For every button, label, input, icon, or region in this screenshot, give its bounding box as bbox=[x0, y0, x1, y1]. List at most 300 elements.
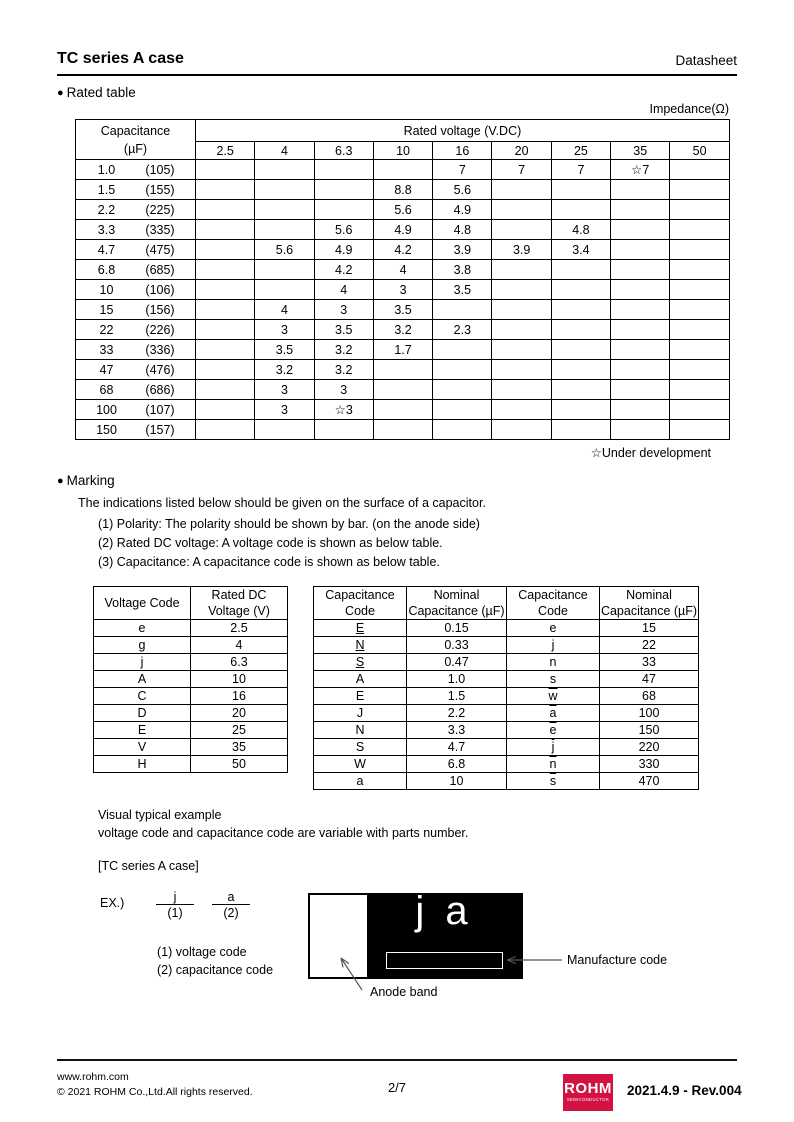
impedance-cell bbox=[611, 200, 670, 220]
marking-item-voltage: (2) Rated DC voltage: A voltage code is shown as below table. bbox=[98, 536, 443, 550]
capacitance-cell bbox=[76, 220, 196, 240]
capacitance-code: (106) bbox=[145, 282, 175, 297]
impedance-cell bbox=[670, 200, 730, 220]
marking-code-text: j a bbox=[415, 889, 473, 933]
impedance-cell: 3 bbox=[255, 380, 314, 400]
impedance-cell: 3.5 bbox=[314, 320, 373, 340]
capacitance-code: (105) bbox=[145, 162, 175, 177]
impedance-cell: 3.5 bbox=[255, 340, 314, 360]
voltage-code-cell: V bbox=[94, 739, 191, 756]
impedance-cell bbox=[670, 240, 730, 260]
nominal-capacitance-cell: 2.2 bbox=[407, 705, 507, 722]
rated-row-68 bbox=[76, 380, 730, 400]
impedance-cell bbox=[670, 280, 730, 300]
voltage-table-header-row bbox=[94, 587, 288, 620]
voltage-code-example: j bbox=[156, 890, 194, 905]
capacitance-code-table bbox=[313, 586, 699, 790]
capacitance-code-cell: $\overline{w}$ bbox=[507, 688, 600, 705]
nominal-capacitance-cell: 1.0 bbox=[407, 671, 507, 688]
capacitance-code-cell: N bbox=[314, 637, 407, 654]
capacitance-code: (686) bbox=[145, 382, 175, 397]
rated-row-10 bbox=[76, 280, 730, 300]
impedance-cell bbox=[196, 220, 255, 240]
capacitor-body bbox=[367, 889, 521, 977]
impedance-cell bbox=[611, 380, 670, 400]
capacitance-value: 4.7 bbox=[97, 242, 116, 257]
capacitance-code-cell: N bbox=[314, 722, 407, 739]
impedance-cell bbox=[611, 300, 670, 320]
capacitance-code-cell: $\overline{n}$ bbox=[507, 756, 600, 773]
nominal-capacitance-cell: 15 bbox=[600, 620, 699, 637]
capacitance-cell bbox=[76, 360, 196, 380]
impedance-cell bbox=[611, 280, 670, 300]
capacitance-code-cell: j bbox=[507, 637, 600, 654]
doc-type-label: Datasheet bbox=[675, 53, 737, 68]
nominal-capacitance-cell: 6.8 bbox=[407, 756, 507, 773]
nominal-capacitance-header: Nominal Capacitance (µF) bbox=[408, 588, 505, 618]
capacitance-value: 10 bbox=[99, 282, 114, 297]
impedance-cell: ☆3 bbox=[314, 400, 373, 420]
impedance-cell: 4.8 bbox=[551, 220, 610, 240]
capacitance-cell bbox=[76, 160, 196, 180]
rohm-logo bbox=[563, 1074, 613, 1111]
impedance-cell bbox=[611, 400, 670, 420]
voltage-column-header: 35 bbox=[611, 142, 670, 160]
capacitance-code: (475) bbox=[145, 242, 175, 257]
nominal-capacitance-cell: 22 bbox=[600, 637, 699, 654]
impedance-cell bbox=[196, 260, 255, 280]
nominal-capacitance-cell: 47 bbox=[600, 671, 699, 688]
voltage-value-cell: 2.5 bbox=[191, 620, 288, 637]
nominal-capacitance-cell: 0.47 bbox=[407, 654, 507, 671]
impedance-cell bbox=[492, 300, 551, 320]
impedance-cell bbox=[196, 380, 255, 400]
impedance-cell bbox=[611, 360, 670, 380]
impedance-cell: 4 bbox=[314, 280, 373, 300]
capacitance-cell bbox=[76, 400, 196, 420]
nominal-capacitance-cell: 4.7 bbox=[407, 739, 507, 756]
capacitance-code-cell: e bbox=[507, 620, 600, 637]
impedance-cell bbox=[670, 380, 730, 400]
voltage-code-row-E bbox=[94, 722, 288, 739]
voltage-code-cell: A bbox=[94, 671, 191, 688]
impedance-cell bbox=[551, 420, 610, 440]
capacitance-value: 3.3 bbox=[97, 222, 116, 237]
visual-example-title: Visual typical example bbox=[98, 808, 222, 822]
page-header bbox=[57, 50, 737, 68]
rated-row-47 bbox=[76, 360, 730, 380]
impedance-cell bbox=[433, 380, 492, 400]
voltage-code-cell: E bbox=[94, 722, 191, 739]
capacitance-cell bbox=[76, 240, 196, 260]
capacitance-code: (225) bbox=[145, 202, 175, 217]
impedance-cell bbox=[611, 180, 670, 200]
rated-row-6.8 bbox=[76, 260, 730, 280]
voltage-value-cell: 6.3 bbox=[191, 654, 288, 671]
impedance-cell: 4.2 bbox=[373, 240, 432, 260]
nominal-capacitance-cell: 150 bbox=[600, 722, 699, 739]
nominal-capacitance-cell: 1.5 bbox=[407, 688, 507, 705]
marking-section-label: Marking bbox=[66, 473, 115, 488]
page-number: 2/7 bbox=[387, 1080, 407, 1095]
impedance-cell: 4.8 bbox=[433, 220, 492, 240]
nominal-capacitance-cell: 220 bbox=[600, 739, 699, 756]
capacitance-value: 6.8 bbox=[97, 262, 116, 277]
capacitance-value: 22 bbox=[99, 322, 114, 337]
voltage-column-header: 2.5 bbox=[196, 142, 255, 160]
rated-row-1.0 bbox=[76, 160, 730, 180]
impedance-cell bbox=[492, 180, 551, 200]
voltage-value-cell: 16 bbox=[191, 688, 288, 705]
voltage-column-header: 16 bbox=[433, 142, 492, 160]
impedance-cell bbox=[373, 360, 432, 380]
capacitance-code-row bbox=[314, 637, 699, 654]
page-title: TC series A case bbox=[57, 50, 184, 67]
marking-section-heading bbox=[57, 473, 737, 488]
impedance-cell: 5.6 bbox=[314, 220, 373, 240]
capacitance-code-header: Capacitance Code bbox=[314, 587, 407, 620]
impedance-cell bbox=[196, 200, 255, 220]
voltage-code-cell: j bbox=[94, 654, 191, 671]
rated-row-150 bbox=[76, 420, 730, 440]
voltage-code-row-V bbox=[94, 739, 288, 756]
capacitance-value: 100 bbox=[96, 402, 117, 417]
anode-band bbox=[310, 895, 367, 977]
impedance-cell: 3.2 bbox=[255, 360, 314, 380]
impedance-cell: 8.8 bbox=[373, 180, 432, 200]
revision-label: 2021.4.9 - Rev.004 bbox=[627, 1083, 742, 1098]
impedance-cell bbox=[492, 220, 551, 240]
visual-example-subtitle: voltage code and capacitance code are variable with parts number. bbox=[98, 826, 469, 840]
impedance-cell bbox=[373, 380, 432, 400]
capacitance-code-cell: S bbox=[314, 739, 407, 756]
capacitance-code-header: Capacitance Code bbox=[507, 587, 600, 620]
impedance-cell bbox=[196, 320, 255, 340]
impedance-cell: 5.6 bbox=[433, 180, 492, 200]
capacitance-code-cell: E bbox=[314, 688, 407, 705]
header-rule bbox=[57, 74, 737, 76]
impedance-cell bbox=[670, 360, 730, 380]
capacitance-code-row bbox=[314, 773, 699, 790]
impedance-cell bbox=[492, 400, 551, 420]
voltage-value-cell: 50 bbox=[191, 756, 288, 773]
impedance-cell bbox=[670, 220, 730, 240]
capacitance-code-fraction bbox=[212, 890, 250, 920]
capacitance-value: 47 bbox=[99, 362, 114, 377]
example-prefix: EX.) bbox=[100, 896, 125, 910]
impedance-cell: 3.2 bbox=[373, 320, 432, 340]
voltage-code-cell: e bbox=[94, 620, 191, 637]
rated-row-3.3 bbox=[76, 220, 730, 240]
capacitance-code-cell: S bbox=[314, 654, 407, 671]
voltage-column-header: 6.3 bbox=[314, 142, 373, 160]
capacitance-value: 68 bbox=[99, 382, 114, 397]
impedance-cell bbox=[492, 380, 551, 400]
nominal-capacitance-cell: 10 bbox=[407, 773, 507, 790]
impedance-cell: 2.3 bbox=[433, 320, 492, 340]
impedance-cell: 3 bbox=[373, 280, 432, 300]
impedance-cell bbox=[492, 320, 551, 340]
impedance-cell bbox=[492, 200, 551, 220]
capacitance-code: (107) bbox=[145, 402, 175, 417]
rated-table-section-heading bbox=[57, 85, 737, 100]
impedance-cell: 7 bbox=[551, 160, 610, 180]
capacitance-code-index: (2) bbox=[223, 906, 239, 920]
impedance-cell: 3.2 bbox=[314, 360, 373, 380]
impedance-cell: 3.5 bbox=[373, 300, 432, 320]
impedance-cell bbox=[373, 400, 432, 420]
voltage-value-cell: 10 bbox=[191, 671, 288, 688]
capacitance-value: 150 bbox=[96, 422, 117, 437]
capacitance-code-row bbox=[314, 705, 699, 722]
rohm-logo-subtext: SEMICONDUCTOR bbox=[566, 1097, 610, 1103]
capacitance-code-cell: s bbox=[507, 671, 600, 688]
impedance-cell: 4.9 bbox=[373, 220, 432, 240]
voltage-code-row-j bbox=[94, 654, 288, 671]
impedance-cell bbox=[551, 200, 610, 220]
impedance-cell bbox=[551, 400, 610, 420]
nominal-capacitance-cell: 470 bbox=[600, 773, 699, 790]
capacitance-table-header-row bbox=[314, 587, 699, 620]
marking-intro: The indications listed below should be given on the surface of a capacitor. bbox=[78, 496, 486, 510]
impedance-cell: 5.6 bbox=[255, 240, 314, 260]
impedance-cell bbox=[611, 220, 670, 240]
voltage-code-cell: g bbox=[94, 637, 191, 654]
capacitance-cell bbox=[76, 380, 196, 400]
impedance-cell bbox=[492, 420, 551, 440]
capacitance-code-row bbox=[314, 688, 699, 705]
capacitance-cell bbox=[76, 300, 196, 320]
rated-row-100 bbox=[76, 400, 730, 420]
capacitance-cell bbox=[76, 260, 196, 280]
impedance-cell: 4.9 bbox=[314, 240, 373, 260]
impedance-cell bbox=[196, 280, 255, 300]
rated-row-2.2 bbox=[76, 200, 730, 220]
rated-dc-voltage-header: Rated DC Voltage (V) bbox=[191, 587, 288, 620]
impedance-cell bbox=[670, 320, 730, 340]
rated-voltage-group-header: Rated voltage (V.DC) bbox=[196, 120, 730, 142]
impedance-cell bbox=[551, 260, 610, 280]
voltage-code-row-H bbox=[94, 756, 288, 773]
impedance-cell bbox=[433, 420, 492, 440]
capacitance-code-row bbox=[314, 620, 699, 637]
nominal-capacitance-cell: 33 bbox=[600, 654, 699, 671]
impedance-cell bbox=[433, 360, 492, 380]
capacitance-code-cell: $\overline{e}$ bbox=[507, 722, 600, 739]
voltage-value-cell: 25 bbox=[191, 722, 288, 739]
footer-rule bbox=[57, 1059, 737, 1061]
capacitance-value: 2.2 bbox=[97, 202, 116, 217]
impedance-cell: 3.2 bbox=[314, 340, 373, 360]
voltage-value-cell: 4 bbox=[191, 637, 288, 654]
impedance-cell: 1.7 bbox=[373, 340, 432, 360]
capacitance-code-cell: n bbox=[507, 654, 600, 671]
rated-row-1.5 bbox=[76, 180, 730, 200]
voltage-code-header: Voltage Code bbox=[94, 587, 191, 620]
voltage-code-table bbox=[93, 586, 288, 773]
impedance-cell bbox=[433, 300, 492, 320]
impedance-cell bbox=[551, 300, 610, 320]
impedance-cell bbox=[611, 420, 670, 440]
capacitance-cell bbox=[76, 200, 196, 220]
impedance-cell bbox=[196, 180, 255, 200]
capacitance-code-cell: W bbox=[314, 756, 407, 773]
bullet-icon: ● bbox=[57, 86, 64, 99]
impedance-cell bbox=[196, 360, 255, 380]
capacitance-code-row bbox=[314, 654, 699, 671]
capacitance-cell bbox=[76, 280, 196, 300]
impedance-cell: 4.9 bbox=[433, 200, 492, 220]
impedance-cell bbox=[196, 420, 255, 440]
nominal-capacitance-header: Nominal Capacitance (µF) bbox=[600, 588, 698, 618]
bullet-icon: ● bbox=[57, 474, 64, 487]
rohm-logo-text: ROHM bbox=[564, 1080, 612, 1097]
capacitance-code: (226) bbox=[145, 322, 175, 337]
footer-copyright: © 2021 ROHM Co.,Ltd.All rights reserved. bbox=[57, 1086, 253, 1098]
marking-code-tables bbox=[93, 586, 737, 790]
impedance-cell bbox=[551, 380, 610, 400]
rated-row-15 bbox=[76, 300, 730, 320]
capacitance-code-row bbox=[314, 671, 699, 688]
capacitance-cell bbox=[76, 180, 196, 200]
voltage-column-header: 50 bbox=[670, 142, 730, 160]
impedance-cell bbox=[551, 320, 610, 340]
impedance-cell: 7 bbox=[492, 160, 551, 180]
capacitance-value: 1.0 bbox=[97, 162, 116, 177]
capacitance-code: (336) bbox=[145, 342, 175, 357]
voltage-code-row-e bbox=[94, 620, 288, 637]
impedance-cell bbox=[255, 180, 314, 200]
impedance-cell: 4.2 bbox=[314, 260, 373, 280]
capacitance-cell bbox=[76, 420, 196, 440]
manufacture-code-label: Manufacture code bbox=[567, 953, 668, 967]
impedance-cell bbox=[611, 260, 670, 280]
capacitance-code: (155) bbox=[145, 182, 175, 197]
impedance-cell: 5.6 bbox=[373, 200, 432, 220]
impedance-cell bbox=[196, 300, 255, 320]
capacitance-code: (476) bbox=[145, 362, 175, 377]
capacitance-code: (156) bbox=[145, 302, 175, 317]
impedance-cell bbox=[670, 160, 730, 180]
capacitance-code-cell: $\overline{j}$ bbox=[507, 739, 600, 756]
rated-header-row-1 bbox=[76, 120, 730, 142]
legend-voltage-code: (1) voltage code bbox=[157, 945, 247, 959]
impedance-cell bbox=[551, 360, 610, 380]
impedance-cell bbox=[255, 420, 314, 440]
voltage-code-row-A bbox=[94, 671, 288, 688]
impedance-cell: 3.9 bbox=[492, 240, 551, 260]
marking-item-capacitance: (3) Capacitance: A capacitance code is shown as below table. bbox=[98, 555, 440, 569]
voltage-column-header: 10 bbox=[373, 142, 432, 160]
impedance-cell bbox=[551, 180, 610, 200]
impedance-cell bbox=[255, 160, 314, 180]
impedance-cell bbox=[196, 240, 255, 260]
impedance-cell bbox=[670, 340, 730, 360]
impedance-cell: 7 bbox=[433, 160, 492, 180]
nominal-capacitance-cell: 0.15 bbox=[407, 620, 507, 637]
impedance-cell: 3 bbox=[255, 320, 314, 340]
impedance-cell bbox=[255, 200, 314, 220]
voltage-value-cell: 20 bbox=[191, 705, 288, 722]
impedance-cell bbox=[433, 400, 492, 420]
nominal-capacitance-cell: 0.33 bbox=[407, 637, 507, 654]
impedance-cell bbox=[196, 400, 255, 420]
impedance-cell: 3.9 bbox=[433, 240, 492, 260]
nominal-capacitance-cell: 3.3 bbox=[407, 722, 507, 739]
impedance-cell bbox=[314, 420, 373, 440]
impedance-cell: 3 bbox=[314, 300, 373, 320]
impedance-cell bbox=[314, 160, 373, 180]
under-development-note: ☆Under development bbox=[590, 446, 711, 460]
capacitance-code-cell: $\overline{a}$ bbox=[507, 705, 600, 722]
rated-row-33 bbox=[76, 340, 730, 360]
voltage-column-header: 25 bbox=[551, 142, 610, 160]
voltage-code-row-g bbox=[94, 637, 288, 654]
rated-row-4.7 bbox=[76, 240, 730, 260]
voltage-code-row-D bbox=[94, 705, 288, 722]
impedance-cell bbox=[492, 260, 551, 280]
marking-items bbox=[57, 515, 737, 572]
voltage-code-cell: H bbox=[94, 756, 191, 773]
impedance-cell: 3 bbox=[314, 380, 373, 400]
impedance-cell bbox=[611, 320, 670, 340]
impedance-cell: 3.4 bbox=[551, 240, 610, 260]
rated-table-section-label: Rated table bbox=[66, 85, 136, 100]
voltage-column-header: 4 bbox=[255, 142, 314, 160]
voltage-value-cell: 35 bbox=[191, 739, 288, 756]
nominal-capacitance-cell: 100 bbox=[600, 705, 699, 722]
impedance-cell bbox=[196, 160, 255, 180]
case-label: [TC series A case] bbox=[98, 859, 199, 873]
nominal-capacitance-cell: 330 bbox=[600, 756, 699, 773]
impedance-cell bbox=[611, 340, 670, 360]
impedance-cell: 3.8 bbox=[433, 260, 492, 280]
capacitance-code-cell: E bbox=[314, 620, 407, 637]
voltage-code-cell: C bbox=[94, 688, 191, 705]
legend-capacitance-code: (2) capacitance code bbox=[157, 963, 274, 977]
capacitance-code-row bbox=[314, 756, 699, 773]
capacitance-column-header: Capacitance (µF) bbox=[76, 120, 196, 160]
impedance-unit-note: Impedance(Ω) bbox=[649, 102, 729, 116]
voltage-code-row-C bbox=[94, 688, 288, 705]
capacitance-value: 15 bbox=[99, 302, 114, 317]
impedance-cell bbox=[373, 160, 432, 180]
capacitance-code: (335) bbox=[145, 222, 175, 237]
impedance-cell: 4 bbox=[373, 260, 432, 280]
capacitance-code-cell: $\overline{s}$ bbox=[507, 773, 600, 790]
capacitance-code: (685) bbox=[145, 262, 175, 277]
impedance-cell bbox=[611, 240, 670, 260]
nominal-capacitance-cell: 68 bbox=[600, 688, 699, 705]
capacitance-cell bbox=[76, 340, 196, 360]
impedance-cell bbox=[373, 420, 432, 440]
impedance-cell: 3.5 bbox=[433, 280, 492, 300]
voltage-column-header: 20 bbox=[492, 142, 551, 160]
voltage-code-cell: D bbox=[94, 705, 191, 722]
rated-table bbox=[75, 119, 730, 440]
visual-example-block bbox=[57, 806, 737, 1011]
impedance-cell bbox=[314, 200, 373, 220]
capacitor-diagram bbox=[308, 889, 523, 979]
marking-item-polarity: (1) Polarity: The polarity should be shown by bar. (on the anode side) bbox=[98, 517, 480, 531]
capacitance-code-cell: J bbox=[314, 705, 407, 722]
impedance-cell: ☆7 bbox=[611, 160, 670, 180]
impedance-cell: 4 bbox=[255, 300, 314, 320]
capacitance-cell bbox=[76, 320, 196, 340]
capacitance-value: 1.5 bbox=[97, 182, 116, 197]
impedance-cell bbox=[670, 180, 730, 200]
capacitance-code-row bbox=[314, 722, 699, 739]
